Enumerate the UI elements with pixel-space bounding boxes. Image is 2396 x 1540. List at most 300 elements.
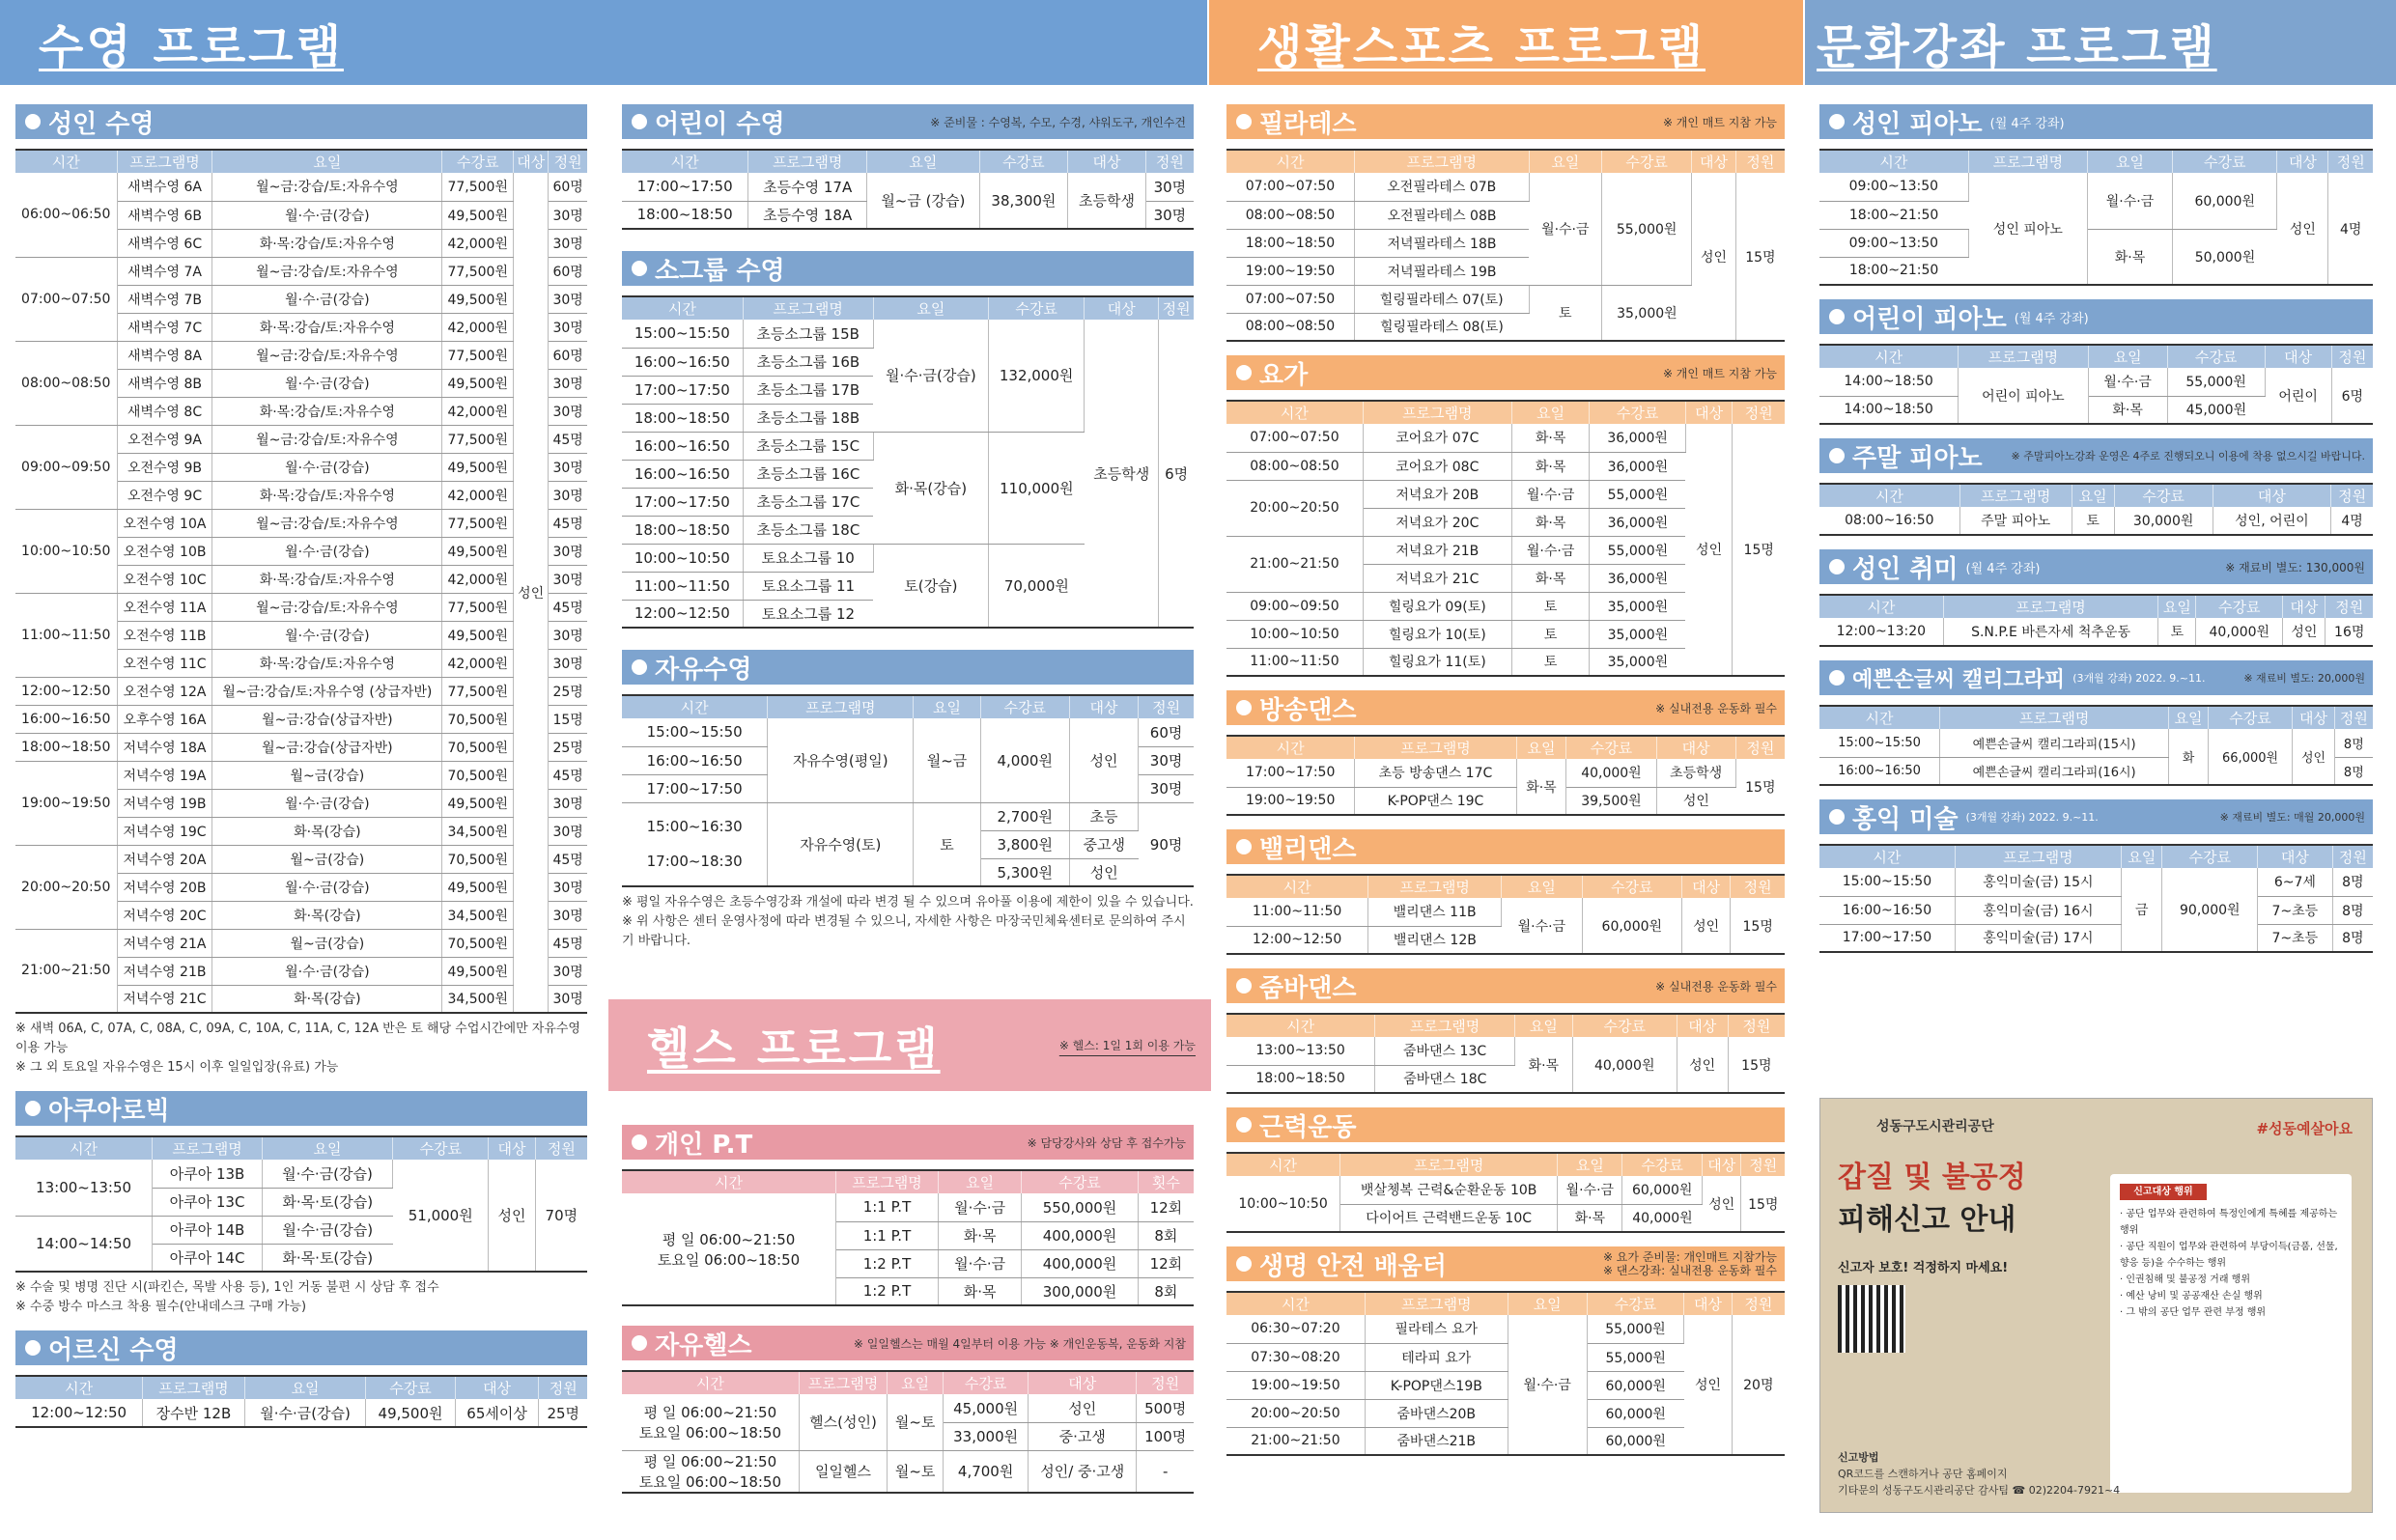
column-4: [1819, 104, 2373, 966]
table-cell: 39,500원: [1566, 787, 1656, 815]
table-cell: 성인: [1685, 424, 1733, 676]
table-cell: 49,500원: [442, 789, 514, 817]
column-header: 시간: [1819, 150, 1968, 173]
table-cell: -: [1137, 1450, 1194, 1493]
table-cell: 17:00~17:50: [1819, 924, 1955, 952]
table-cell: 21:00~21:50: [1226, 1427, 1365, 1455]
table-cell: 토요소그룹 12: [743, 600, 873, 628]
table-cell: 초등소그룹 18C: [743, 516, 873, 544]
column-header: 대상: [1085, 296, 1159, 320]
table-cell: 초등: [1069, 802, 1138, 830]
senior-table: [15, 1375, 587, 1428]
table-row: [1819, 368, 2373, 396]
table-cell: 30,000원: [2114, 507, 2213, 535]
table-cell: 오전수영 9A: [117, 425, 212, 453]
calli-section: [1819, 660, 2373, 786]
table-cell: 초등소그룹 15C: [743, 432, 873, 460]
table-cell: 어린이: [2265, 368, 2331, 424]
table-cell: 06:30~07:20: [1226, 1315, 1365, 1343]
table-row: [15, 593, 587, 621]
table-cell: 16:00~16:50: [622, 348, 743, 376]
table-cell: 30명: [549, 789, 587, 817]
column-header: 프로그램명: [836, 1170, 939, 1193]
section-note: ※ 개인 매트 지참 가능: [1662, 366, 1777, 380]
column-header: 시간: [15, 1376, 143, 1399]
section-header: [1226, 355, 1785, 390]
free-swim-table: [622, 694, 1194, 887]
column-header: 프로그램명: [1955, 845, 2121, 868]
table-cell: 60명: [1139, 718, 1194, 746]
table-cell: 7~초등: [2258, 896, 2333, 924]
table-cell: 36,000원: [1590, 424, 1685, 452]
section-title: 방송댄스: [1259, 695, 1357, 725]
table-cell: 08:00~08:50: [15, 341, 117, 425]
column-header: 요일: [2088, 345, 2167, 368]
section-header: [15, 1330, 587, 1365]
table-row: [622, 1450, 1194, 1493]
table-cell: 13:00~13:50: [1226, 1037, 1375, 1065]
table-cell: 화·목: [1511, 564, 1590, 592]
table-row: [622, 1394, 1194, 1422]
column-header: 요일: [2121, 845, 2162, 868]
table-cell: 월·수·금: [1502, 898, 1583, 954]
table-cell: 400,000원: [1022, 1221, 1138, 1249]
table-row: [15, 257, 587, 285]
table-cell: 새벽수영 6A: [117, 173, 212, 201]
table-cell: 09:00~09:50: [15, 425, 117, 509]
column-header: 대상: [1684, 1292, 1732, 1315]
table-cell: 77,500원: [442, 509, 514, 537]
health-band-note: ※ 헬스: 1일 1회 이용 가능: [1058, 1039, 1196, 1052]
table-cell: 4명: [2328, 173, 2373, 285]
section-header: [622, 1125, 1194, 1160]
column-header: 대상: [514, 150, 549, 173]
table-cell: 20명: [1732, 1315, 1785, 1455]
section-note: ※ 실내전용 운동화 필수: [1655, 979, 1777, 994]
table-cell: 07:00~07:50: [1226, 173, 1354, 201]
section-title: 성인 취미: [1852, 554, 1959, 584]
section-title: 주말 피아노: [1852, 443, 1983, 473]
table-cell: 화·목(강습): [212, 985, 442, 1013]
column-header: 시간: [1819, 706, 1939, 729]
table-cell: 1:2 P.T: [836, 1277, 939, 1305]
table-cell: 토: [1511, 592, 1590, 620]
table-cell: 90,000원: [2162, 868, 2258, 952]
table-cell: 15:00~15:50: [1819, 729, 1939, 757]
table-cell: 06:00~06:50: [15, 173, 117, 257]
table-cell: 월~금:강습/토:자유수영 (상급자반): [212, 677, 442, 705]
section-header: [1226, 1107, 1785, 1142]
column-header: 대상: [1656, 736, 1735, 759]
aqua-table: [15, 1135, 587, 1273]
table-cell: 오후수영 16A: [117, 705, 212, 733]
section-title: 아쿠아로빅: [48, 1096, 170, 1126]
table-cell: 34,500원: [442, 817, 514, 845]
table-cell: 월·수·금(강습): [212, 285, 442, 313]
table-cell: 힐링요가 11(토): [1363, 648, 1511, 676]
table-cell: 65세이상: [455, 1399, 539, 1427]
column-header: 대상: [1069, 695, 1138, 718]
table-cell: 화·목: [1516, 759, 1566, 815]
footnote: ※ 평일 자유수영은 초등수영강좌 개설에 따라 변경 될 수 있으며 유아풀 이용에 제한이 있을 수 있습니다.: [622, 895, 1194, 910]
column-header: 대상: [2277, 150, 2328, 173]
column-header: 요일: [2087, 150, 2172, 173]
table-cell: 16:00~16:50: [1819, 896, 1955, 924]
table-cell: 09:00~13:50: [1819, 173, 1968, 201]
table-cell: 토: [1511, 648, 1590, 676]
yoga-section: [1226, 355, 1785, 677]
footnotes: [622, 893, 1194, 951]
column-header: 프로그램명: [1355, 736, 1516, 759]
report-poster: [1819, 1098, 2373, 1513]
table-cell: 18:00~18:50: [622, 516, 743, 544]
table-row: [1819, 173, 2373, 201]
column-header: 횟수: [1138, 1170, 1194, 1193]
section-sub: (3개월 강좌) 2022. 9.~11.: [1965, 811, 2099, 824]
table-cell: 성인: [1684, 1315, 1732, 1455]
column-header: 수강료: [1572, 1014, 1677, 1037]
table-cell: 힐링요가 10(토): [1363, 620, 1511, 648]
table-cell: 14:00~18:50: [1819, 368, 1959, 396]
table-cell: 21:00~21:50: [15, 929, 117, 1013]
table-cell: 08:00~16:50: [1819, 507, 1959, 535]
column-header: 시간: [1819, 845, 1955, 868]
table-cell: 어린이 피아노: [1959, 368, 2088, 424]
poster-report-box: [2110, 1174, 2352, 1493]
bullet-icon: [1236, 1117, 1252, 1133]
table-row: [1226, 173, 1785, 201]
kids-swim-section: [622, 104, 1194, 230]
column-header: 정원: [1145, 150, 1194, 173]
column-header: 정원: [2332, 845, 2373, 868]
column-header: 프로그램명: [748, 150, 867, 173]
report-item: · 인권침해 및 불공정 거래 행위: [2120, 1274, 2250, 1285]
table-cell: 30명: [549, 397, 587, 425]
column-header: 프로그램명: [1365, 1292, 1508, 1315]
table-cell: 45명: [549, 845, 587, 873]
table-cell: 70,500원: [442, 761, 514, 789]
footnote: ※ 그 외 토요일 자유수영은 15시 이후 일일입장(유료) 가능: [15, 1060, 339, 1075]
table-cell: 15명: [1733, 424, 1785, 676]
adult-swim-table: [15, 149, 587, 1014]
table-cell: 성인: [514, 173, 549, 1013]
column-3: [1226, 104, 1785, 1470]
column-header: 정원: [539, 1376, 587, 1399]
table-cell: 초등소그룹 17B: [743, 376, 873, 404]
section-note: ※ 요가 준비물: 개인매트 지참가능: [1602, 1250, 1777, 1264]
footnotes: [15, 1278, 587, 1317]
adult-piano-table: [1819, 149, 2373, 286]
section-note: ※ 준비물 : 수영복, 수모, 수경, 샤워도구, 개인수건: [930, 115, 1186, 129]
sports-band: [1209, 0, 1803, 85]
weekend-piano-section: [1819, 438, 2373, 536]
table-cell: 화·목:강습/토:자유수영: [212, 649, 442, 677]
column-header: 요일: [1558, 1153, 1622, 1176]
column-header: 시간: [1226, 1153, 1340, 1176]
table-cell: 평 일 06:00~21:50 토요일 06:00~18:50: [622, 1193, 836, 1305]
column-header: 수강료: [2208, 706, 2293, 729]
kids-piano-section: [1819, 299, 2373, 425]
table-cell: 월·수·금: [938, 1193, 1021, 1221]
section-title: 성인 피아노: [1852, 109, 1983, 139]
health-band: [608, 999, 1211, 1091]
table-cell: 30명: [549, 537, 587, 565]
table-cell: 토(강습): [873, 544, 988, 628]
report-item: · 그 밖의 공단 업무 관련 부정 행위: [2120, 1307, 2267, 1318]
bullet-icon: [1236, 1256, 1252, 1272]
table-cell: 월~금:강습/토:자유수영: [212, 257, 442, 285]
column-header: 시간: [1226, 401, 1363, 424]
table-row: [622, 718, 1194, 746]
footnote: ※ 수중 방수 마스크 착용 필수(안내데스크 구매 가능): [15, 1300, 307, 1314]
table-row: [15, 761, 587, 789]
table-cell: 30명: [549, 901, 587, 929]
table-cell: 36,000원: [1590, 452, 1685, 480]
health-band-title: 헬스 프로그램: [647, 1022, 941, 1075]
table-cell: 초등소그룹 17C: [743, 488, 873, 516]
table-cell: 저녁수영 19B: [117, 789, 212, 817]
table-cell: 60,000원: [1582, 898, 1681, 954]
table-cell: 15:00~15:50: [1819, 868, 1955, 896]
table-cell: 중고생: [1069, 830, 1138, 858]
table-cell: 66,000원: [2208, 729, 2293, 785]
table-cell: 오전수영 10A: [117, 509, 212, 537]
column-header: 요일: [938, 1170, 1021, 1193]
table-cell: 13:00~13:50: [15, 1160, 153, 1216]
table-cell: 12:00~13:20: [1819, 618, 1943, 646]
table-cell: 월~금(강습): [212, 761, 442, 789]
table-cell: 저녁수영 21C: [117, 985, 212, 1013]
column-header: 수강료: [366, 1376, 455, 1399]
swim-band: [0, 0, 1207, 85]
strength-table: [1226, 1152, 1785, 1233]
report-item: · 공단 업무와 관련하여 특정인에게 특혜를 제공하는 행위: [2120, 1209, 2338, 1236]
table-cell: 초등소그룹 15B: [743, 320, 873, 348]
table-row: [15, 845, 587, 873]
bullet-icon: [1829, 309, 1845, 324]
table-cell: 저녁수영 20C: [117, 901, 212, 929]
table-cell: 55,000원: [1602, 173, 1692, 285]
column-header: 정원: [2326, 595, 2373, 618]
table-cell: 성인: [489, 1160, 535, 1272]
bullet-icon: [1236, 365, 1252, 380]
bullet-icon: [1236, 839, 1252, 854]
table-cell: 70,500원: [442, 845, 514, 873]
section-header: [1226, 968, 1785, 1003]
table-cell: 월~토: [888, 1394, 944, 1450]
table-cell: 25명: [549, 677, 587, 705]
table-cell: 20:00~20:50: [1226, 1399, 1365, 1427]
kids-swim-table: [622, 149, 1194, 230]
column-header: 정원: [1159, 296, 1194, 320]
table-cell: 월~금(강습): [212, 929, 442, 957]
table-cell: 14:00~18:50: [1819, 396, 1959, 424]
table-cell: 30명: [549, 957, 587, 985]
table-cell: 49,500원: [442, 873, 514, 901]
table-cell: 화·목: [2087, 229, 2172, 285]
table-cell: 36,000원: [1590, 564, 1685, 592]
bullet-icon: [632, 1335, 647, 1351]
report-item: · 예산 낭비 및 공공재산 손실 행위: [2120, 1291, 2263, 1302]
table-row: [15, 929, 587, 957]
report-items: [2120, 1206, 2342, 1321]
table-cell: 성인: [1069, 718, 1138, 802]
table-cell: 08:00~08:50: [1226, 201, 1354, 229]
table-row: [1819, 507, 2373, 535]
table-cell: 90명: [1139, 802, 1194, 886]
column-header: 대상: [2265, 345, 2331, 368]
table-cell: 초등소그룹 16B: [743, 348, 873, 376]
table-cell: 새벽수영 7C: [117, 313, 212, 341]
safety-table: [1226, 1291, 1785, 1456]
section-sub: (월 4주 강좌): [2014, 311, 2089, 326]
column-header: 프로그램명: [1968, 150, 2087, 173]
table-row: [1819, 924, 2373, 952]
table-cell: 77,500원: [442, 593, 514, 621]
table-cell: 화·목: [938, 1221, 1021, 1249]
column-header: 대상: [2293, 706, 2334, 729]
table-cell: 오전수영 9B: [117, 453, 212, 481]
table-cell: 새벽수영 7B: [117, 285, 212, 313]
table-cell: 550,000원: [1022, 1193, 1138, 1221]
column-header: 프로그램명: [1959, 484, 2072, 507]
column-header: 대상: [2213, 484, 2331, 507]
section-title: 홍익 미술: [1852, 804, 1959, 834]
table-cell: 8회: [1138, 1277, 1194, 1305]
table-cell: 자유수영(평일): [768, 718, 914, 802]
table-cell: 49,500원: [442, 957, 514, 985]
poster-title-2: 피해신고 안내: [1838, 1203, 2016, 1237]
bullet-icon: [632, 261, 647, 276]
report-item: · 공단 직원이 업무와 관련하여 부당이득(금품, 선물, 향응 등)을 수수하는 행위: [2120, 1242, 2338, 1269]
table-cell: 토요소그룹 10: [743, 544, 873, 572]
column-header: 정원: [1728, 1014, 1785, 1037]
column-header: 대상: [2258, 845, 2333, 868]
column-header: 수강료: [1590, 401, 1685, 424]
table-cell: 45명: [549, 425, 587, 453]
table-cell: 저녁요가 21C: [1363, 564, 1511, 592]
table-cell: 월~금:강습(상급자반): [212, 733, 442, 761]
column-header: 프로그램명: [1943, 595, 2158, 618]
table-cell: 8명: [2332, 868, 2373, 896]
table-cell: 18:00~18:50: [1226, 1065, 1375, 1093]
column-header: 수강료: [1587, 1292, 1684, 1315]
table-cell: 18:00~18:50: [15, 733, 117, 761]
column-header: 정원: [535, 1136, 587, 1160]
column-header: 수강료: [989, 296, 1085, 320]
column-header: 대상: [1068, 150, 1146, 173]
table-cell: 35,000원: [1590, 620, 1685, 648]
table-cell: 화·목(강습): [212, 817, 442, 845]
column-header: 정원: [1735, 150, 1785, 173]
table-row: [15, 341, 587, 369]
table-cell: 오전수영 10C: [117, 565, 212, 593]
table-cell: 60명: [549, 341, 587, 369]
table-cell: 성인/ 중·고생: [1029, 1450, 1137, 1493]
table-cell: 화·목·토(강습): [262, 1244, 392, 1272]
table-cell: 저녁요가 20B: [1363, 480, 1511, 508]
table-cell: 25명: [539, 1399, 587, 1427]
column-header: 요일: [867, 150, 980, 173]
table-cell: 50,000원: [2173, 229, 2277, 285]
table-cell: 11:00~11:50: [1226, 898, 1368, 926]
calli-table: [1819, 705, 2373, 786]
column-header: 수강료: [2167, 345, 2265, 368]
table-cell: 51,000원: [393, 1160, 489, 1272]
table-row: [622, 320, 1194, 348]
column-header: 요일: [212, 150, 442, 173]
column-header: 시간: [1226, 150, 1354, 173]
table-cell: 월·수·금(강습): [262, 1216, 392, 1244]
free-gym-table: [622, 1370, 1194, 1494]
table-cell: 15명: [1735, 173, 1785, 341]
table-cell: 42,000원: [442, 397, 514, 425]
table-cell: 100명: [1137, 1422, 1194, 1450]
table-cell: 15명: [1731, 898, 1785, 954]
table-cell: 15명: [549, 705, 587, 733]
table-cell: 30명: [549, 285, 587, 313]
health-column: [622, 1125, 1194, 1507]
table-cell: 저녁수영 20B: [117, 873, 212, 901]
bullet-icon: [1829, 448, 1845, 463]
table-cell: 줌바댄스20B: [1365, 1399, 1508, 1427]
strength-section: [1226, 1107, 1785, 1233]
table-cell: 35,000원: [1590, 648, 1685, 676]
section-title: 소그룹 수영: [655, 256, 785, 286]
table-cell: 월·수·금(강습): [212, 621, 442, 649]
table-cell: 2,700원: [980, 802, 1069, 830]
table-cell: 70,500원: [442, 705, 514, 733]
pt-section: [622, 1125, 1194, 1306]
section-title: 개인 P.T: [655, 1130, 753, 1160]
table-cell: 새벽수영 6C: [117, 229, 212, 257]
table-cell: 성인: [1677, 1037, 1728, 1093]
column-header: 요일: [1529, 150, 1602, 173]
section-title: 자유헬스: [655, 1330, 752, 1360]
section-header: [1226, 829, 1785, 864]
table-cell: 08:00~08:50: [1226, 313, 1354, 341]
table-cell: 밸리댄스 12B: [1368, 926, 1502, 954]
bullet-icon: [1236, 700, 1252, 715]
table-cell: 20:00~20:50: [1226, 480, 1363, 536]
table-cell: 화·목: [1511, 424, 1590, 452]
table-cell: 성인, 어린이: [2213, 507, 2331, 535]
free-gym-section: [622, 1326, 1194, 1494]
table-cell: 35,000원: [1602, 285, 1692, 341]
table-cell: 400,000원: [1022, 1249, 1138, 1277]
table-cell: 화·목:강습/토:자유수영: [212, 481, 442, 509]
table-cell: 성인: [1681, 898, 1731, 954]
table-row: [1819, 618, 2373, 646]
table-cell: 60,000원: [2173, 173, 2277, 229]
column-header: 수강료: [2196, 595, 2283, 618]
section-header: [1819, 299, 2373, 334]
column-header: 정원: [1731, 875, 1785, 898]
table-cell: 25명: [549, 733, 587, 761]
qr-code-icon[interactable]: [1838, 1285, 1905, 1353]
section-header: [15, 1091, 587, 1126]
table-cell: 화·목:강습/토:자유수영: [212, 565, 442, 593]
table-cell: 30명: [549, 453, 587, 481]
column-header: 프로그램명: [799, 1371, 887, 1394]
table-cell: 성인: [1703, 1176, 1741, 1232]
table-cell: 36,000원: [1590, 508, 1685, 536]
table-cell: 홍익미술(금) 17시: [1955, 924, 2121, 952]
table-cell: 17:00~17:50: [622, 774, 768, 802]
poster-bottom-3: 기타문의 성동구도시관리공단 감사팀 ☎ 02)2204-7921~4: [1838, 1484, 2121, 1497]
column-header: 정원: [549, 150, 587, 173]
table-cell: 저녁수영 19C: [117, 817, 212, 845]
